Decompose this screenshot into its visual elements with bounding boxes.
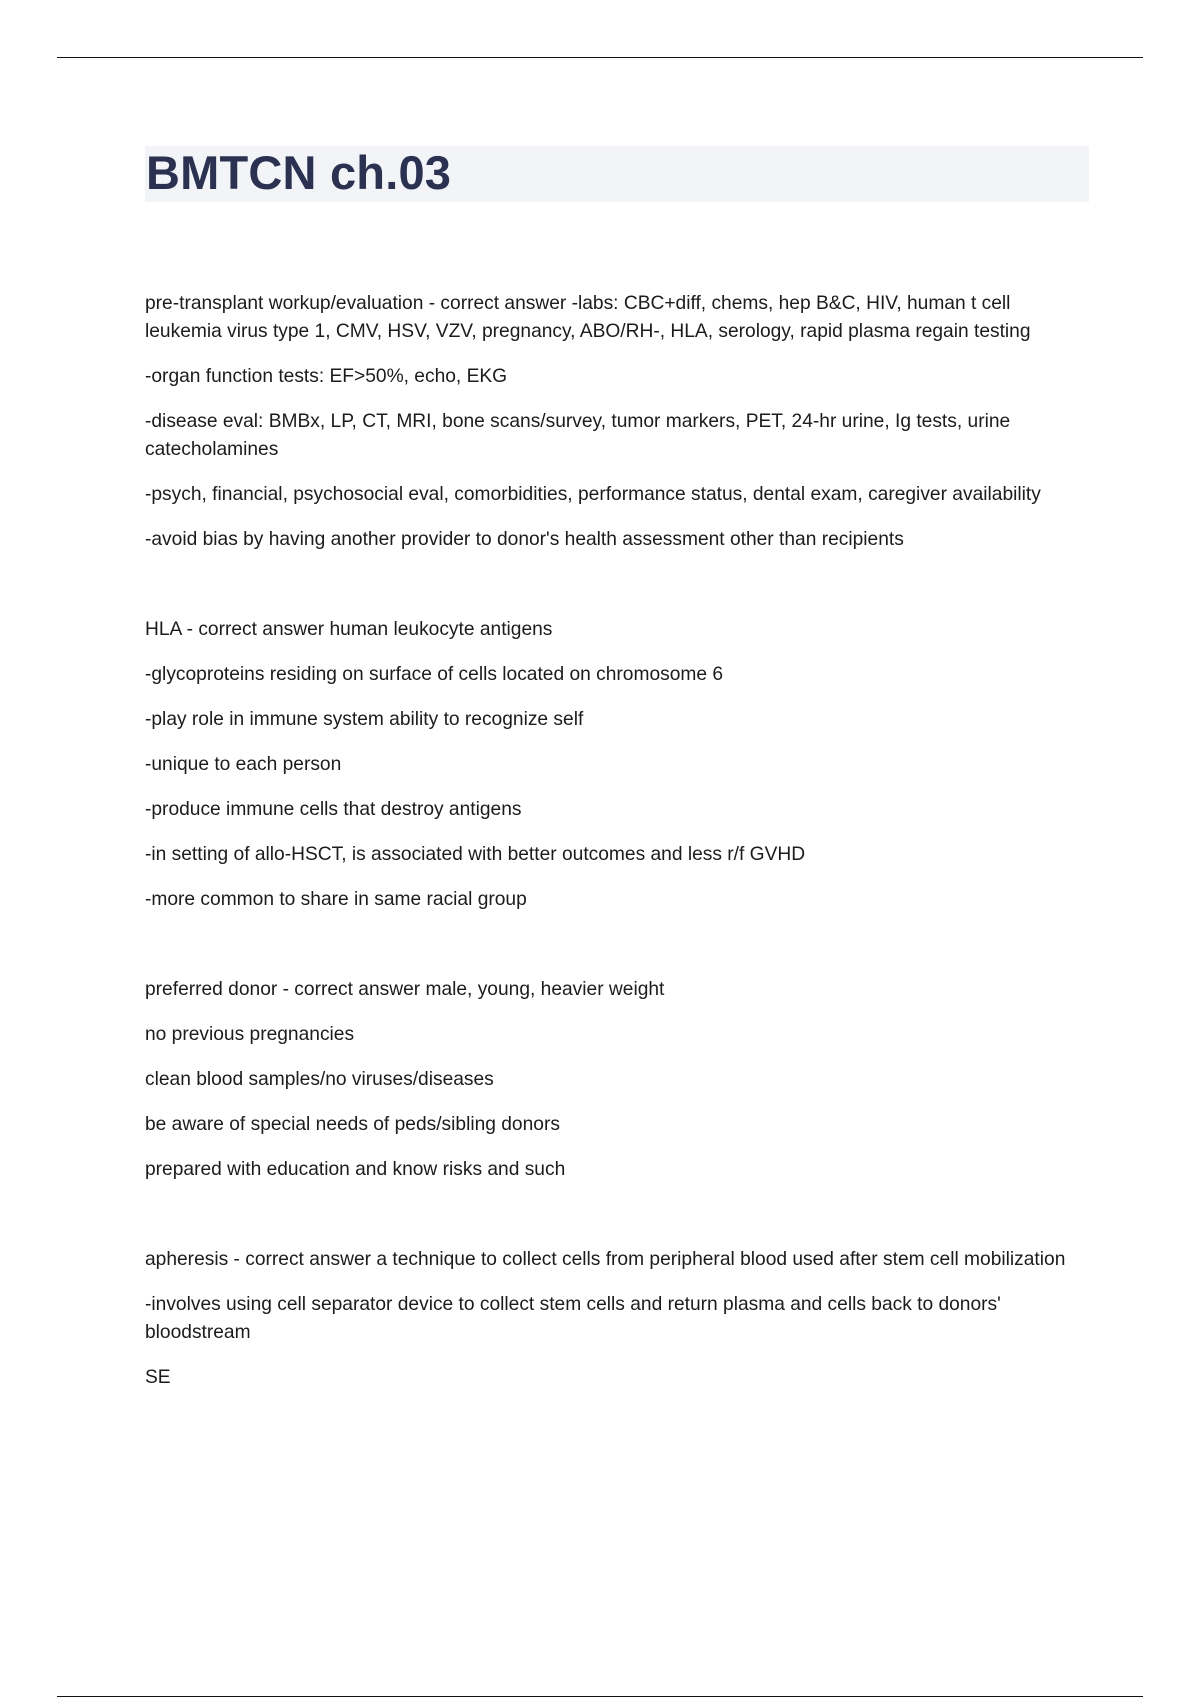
card-line: -glycoproteins residing on surface of cells located on chromosome 6 bbox=[145, 664, 724, 685]
top-divider bbox=[57, 57, 1143, 58]
card-line: apheresis - correct answer a technique to collect cells from peripheral blood used after stem cell mobilization bbox=[145, 1249, 1066, 1270]
card-line: -in setting of allo-HSCT, is associated with better outcomes and less r/f GVHD bbox=[145, 844, 806, 865]
card-line: preferred donor - correct answer male, young, heavier weight bbox=[145, 979, 665, 1000]
card-line: -involves using cell separator device to collect stem cells and return plasma and cells back to donors' bloodstream bbox=[145, 1294, 1001, 1343]
bottom-divider bbox=[57, 1696, 1143, 1697]
card-line: SE bbox=[145, 1367, 171, 1388]
card-line: clean blood samples/no viruses/diseases bbox=[145, 1069, 494, 1090]
card-line: -more common to share in same racial group bbox=[145, 889, 527, 910]
card-line: -unique to each person bbox=[145, 754, 342, 775]
card-line: -psych, financial, psychosocial eval, comorbidities, performance status, dental exam, caregiver availability bbox=[145, 484, 1041, 505]
flashcard-preferred-donor bbox=[145, 976, 1090, 1184]
card-line: -produce immune cells that destroy antigens bbox=[145, 799, 522, 820]
page-title: BMTCN ch.03 bbox=[146, 146, 452, 199]
flashcard-hla bbox=[145, 616, 1090, 914]
card-line: HLA - correct answer human leukocyte antigens bbox=[145, 619, 553, 640]
card-line: -play role in immune system ability to recognize self bbox=[145, 709, 584, 730]
card-line: no previous pregnancies bbox=[145, 1024, 355, 1045]
flashcard-apheresis bbox=[145, 1246, 1090, 1392]
card-line: prepared with education and know risks and such bbox=[145, 1159, 566, 1180]
card-line: -organ function tests: EF>50%, echo, EKG bbox=[145, 366, 508, 387]
card-line: -disease eval: BMBx, LP, CT, MRI, bone scans/survey, tumor markers, PET, 24-hr urine, Ig tests, urine catecholamines bbox=[145, 411, 1011, 460]
card-line: -avoid bias by having another provider to donor's health assessment other than recipients bbox=[145, 529, 904, 550]
card-line: be aware of special needs of peds/sibling donors bbox=[145, 1114, 560, 1135]
flashcard-list bbox=[145, 290, 1090, 1392]
flashcard-pretransplant-workup bbox=[145, 290, 1090, 554]
card-line: pre-transplant workup/evaluation - correct answer -labs: CBC+diff, chems, hep B&C, HIV, human t cell leukemia virus type 1, CMV, HSV, VZV, pregnancy, ABO/RH-, HLA, serology, rapid plasma regain testing bbox=[145, 293, 1031, 342]
